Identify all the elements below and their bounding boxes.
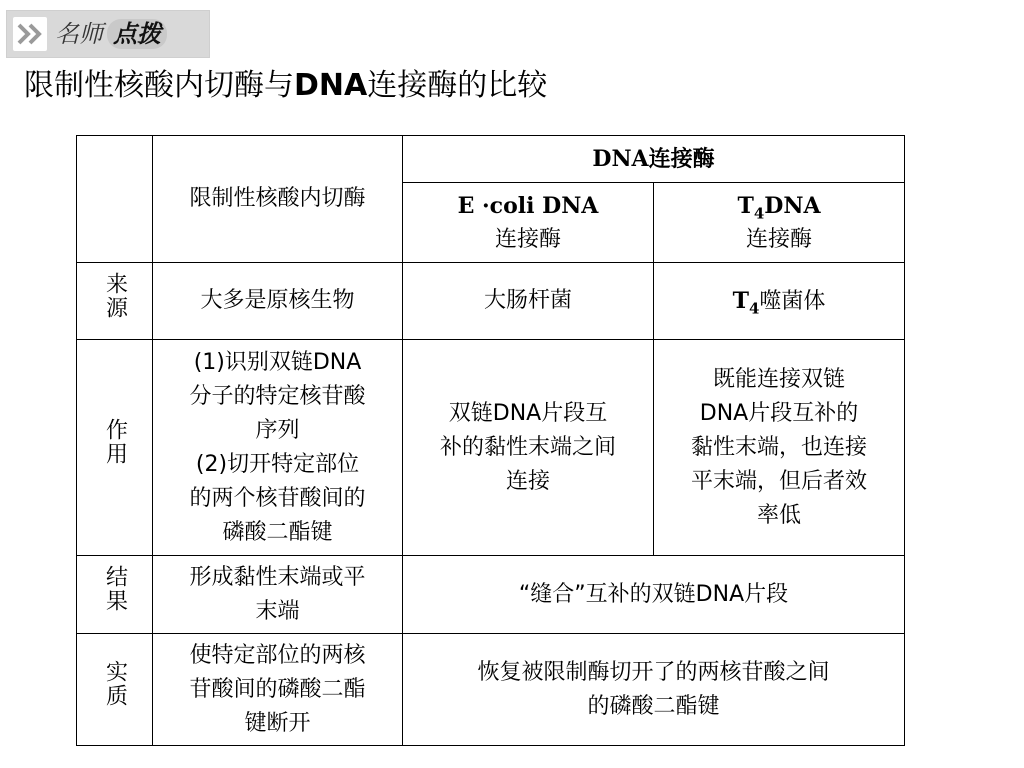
- header-ligase: DNA连接酶: [403, 136, 905, 183]
- cell-source-t4: $T_4$噬菌体: [654, 263, 905, 340]
- header-ecoli-ligase: E ·coli DNA 连接酶: [403, 183, 654, 263]
- badge-highlight: 点拨: [107, 19, 167, 49]
- header-t4-ligase: $T_4DNA$ 连接酶: [654, 183, 905, 263]
- cell-function-t4: 既能连接双链 DNA片段互补的 黏性末端，也连接 平末端，但后者效 率低: [654, 340, 905, 556]
- badge-label: [55, 19, 167, 49]
- row-label-result: 结果: [77, 556, 153, 634]
- row-label-function: 作用: [77, 340, 153, 556]
- table-row: [77, 556, 905, 634]
- table-row: [77, 263, 905, 340]
- row-label-source: 来源: [77, 263, 153, 340]
- header-empty-cell: [77, 136, 153, 263]
- table-row: [77, 340, 905, 556]
- cell-source-ecoli: 大肠杆菌: [403, 263, 654, 340]
- page-title: 限制性核酸内切酶与DNA连接酶的比较: [24, 68, 548, 103]
- cell-result-ligase: “缝合”互补的双链DNA片段: [403, 556, 905, 634]
- cell-function-restriction: (1)识别双链DNA 分子的特定核苷酸 序列 (2)切开特定部位 的两个核苷酸间的 磷酸二酯键: [153, 340, 403, 556]
- table-header-row: [77, 136, 905, 183]
- badge-prefix: 名师: [55, 20, 103, 48]
- cell-essence-restriction: 使特定部位的两核 苷酸间的磷酸二酯 键断开: [153, 634, 403, 746]
- cell-essence-ligase: 恢复被限制酶切开了的两核苷酸之间 的磷酸二酯键: [403, 634, 905, 746]
- cell-function-ecoli: 双链DNA片段互 补的黏性末端之间 连接: [403, 340, 654, 556]
- cell-result-restriction: 形成黏性末端或平 末端: [153, 556, 403, 634]
- header-restriction: 限制性核酸内切酶: [153, 136, 403, 263]
- row-label-essence: 实质: [77, 634, 153, 746]
- comparison-table: [76, 135, 905, 746]
- double-chevron-icon: [13, 17, 47, 51]
- cell-source-restriction: 大多是原核生物: [153, 263, 403, 340]
- section-badge: [6, 10, 210, 58]
- table-row: [77, 634, 905, 746]
